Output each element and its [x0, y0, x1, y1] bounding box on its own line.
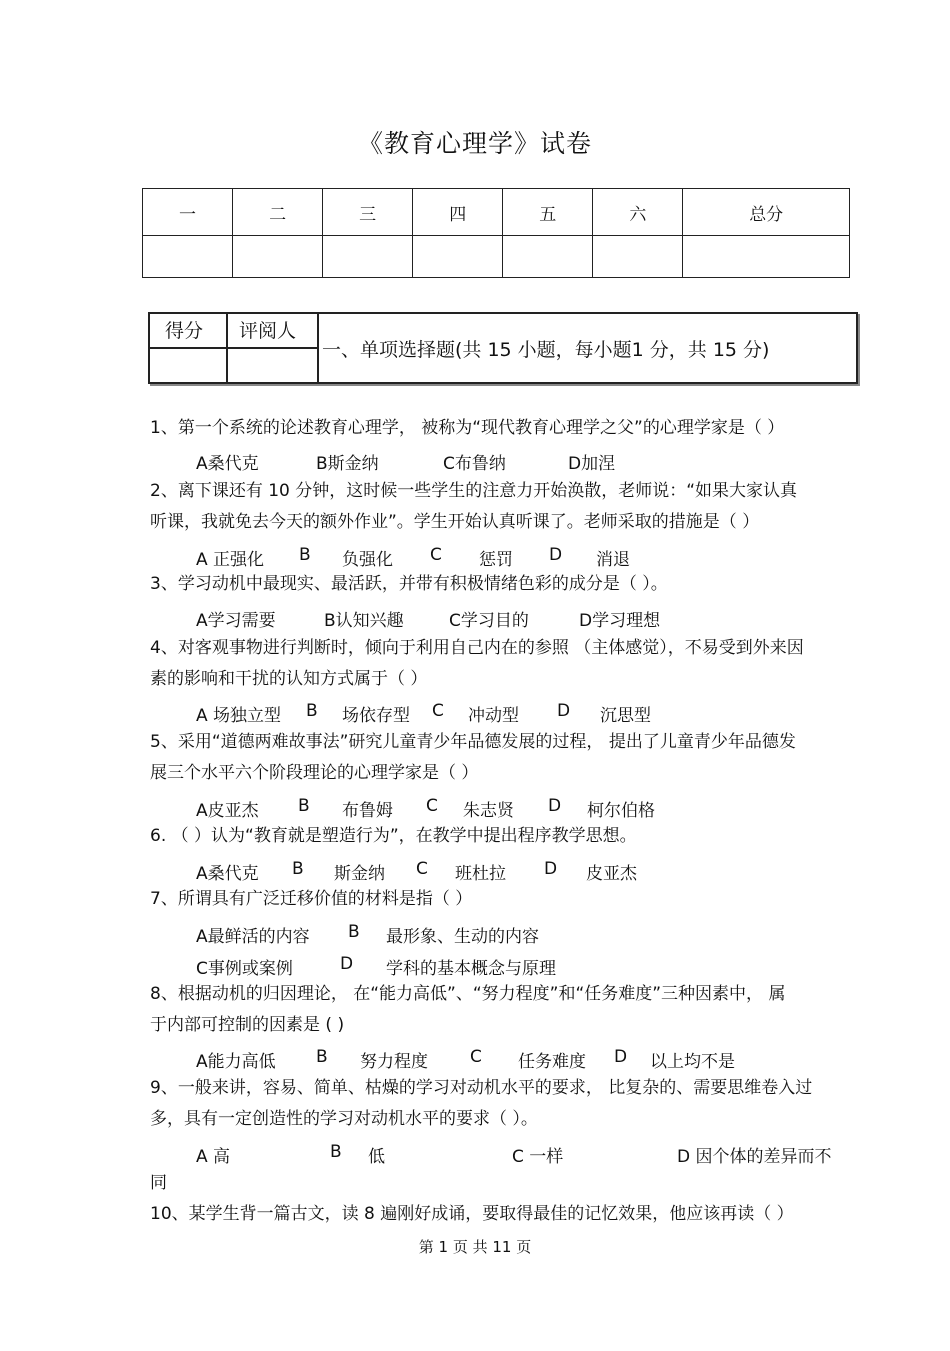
score-header-6: 六	[593, 189, 683, 236]
option: A 正强化	[196, 550, 265, 570]
option: 负强化	[342, 550, 393, 570]
score-header-1: 一	[143, 189, 233, 236]
score-cell	[323, 236, 413, 278]
question-3: 3、学习动机中最现实、最活跃，并带有积极情绪色彩的成分是（ ）。	[150, 574, 668, 594]
option: 冲动型	[468, 706, 519, 726]
option: 斯金纳	[334, 864, 385, 884]
reviewer-label: 评阅人	[239, 320, 297, 342]
option: D学习理想	[579, 611, 661, 631]
score-header-2: 二	[233, 189, 323, 236]
option: A皮亚杰	[196, 801, 259, 821]
option: A 场独立型	[196, 706, 282, 726]
option: A桑代克	[196, 864, 259, 884]
option-letter: C	[430, 545, 442, 565]
option-letter: B	[330, 1142, 342, 1162]
section-title: 一、单项选择题(共 15 小题，每小题1 分，共 15 分)	[322, 339, 770, 361]
question-6: 6. （ ）认为“教育就是塑造行为”，在教学中提出程序教学思想。	[150, 826, 637, 846]
option: 消退	[596, 550, 630, 570]
score-table	[142, 188, 850, 278]
score-cell	[593, 236, 683, 278]
option: C布鲁纳	[443, 454, 506, 474]
option-letter: C	[426, 796, 438, 816]
option: A学习需要	[196, 611, 276, 631]
question-4-line-1: 4、对客观事物进行判断时，倾向于利用自己内在的参照 （主体感觉），不易受到外来因	[150, 638, 804, 658]
option-letter: D	[614, 1047, 628, 1067]
score-header-5: 五	[503, 189, 593, 236]
question-2-line-2: 听课，我就免去今天的额外作业”。学生开始认真听课了。老师采取的措施是（ ）	[150, 512, 760, 532]
option-letter: D	[549, 545, 563, 565]
exam-title: 《教育心理学》试卷	[357, 129, 592, 158]
option: 皮亚杰	[586, 864, 637, 884]
question-7: 7、所谓具有广泛迁移价值的材料是指（ ）	[150, 889, 473, 909]
option-letter: C	[416, 859, 428, 879]
option: A能力高低	[196, 1052, 276, 1072]
option: B认知兴趣	[324, 611, 404, 631]
question-1: 1、第一个系统的论述教育心理学， 被称为“现代教育心理学之父”的心理学家是（ ）	[150, 418, 785, 438]
option-letter: C	[470, 1047, 482, 1067]
option: 惩罚	[479, 550, 513, 570]
score-cell	[143, 236, 233, 278]
option: C 一样	[512, 1147, 564, 1167]
option: 场依存型	[342, 706, 410, 726]
score-cell	[413, 236, 503, 278]
grader-divider	[150, 347, 319, 349]
question-10: 10、某学生背一篇古文，读 8 遍刚好成诵，要取得最佳的记忆效果，他应该再读（ ）	[150, 1204, 794, 1224]
option: 朱志贤	[463, 801, 514, 821]
score-header-4: 四	[413, 189, 503, 236]
option: 布鲁姆	[342, 801, 393, 821]
option: A 高	[196, 1147, 231, 1167]
option: 以上均不是	[650, 1052, 735, 1072]
option-letter: D	[557, 701, 571, 721]
question-8-line-2: 于内部可控制的因素是 ( )	[150, 1015, 345, 1035]
score-label: 得分	[165, 320, 204, 342]
option: 学科的基本概念与原理	[386, 959, 556, 979]
option: C事例或案例	[196, 959, 293, 979]
score-cell	[683, 236, 850, 278]
page-footer: 第 1 页 共 11 页	[418, 1238, 532, 1256]
question-5-line-2: 展三个水平六个阶段理论的心理学家是（ ）	[150, 763, 479, 783]
question-8-line-1: 8、根据动机的归因理论， 在“能力高低”、“努力程度”和“任务难度”三种因素中， 属	[150, 984, 786, 1004]
option: D加涅	[568, 454, 616, 474]
option: 任务难度	[518, 1052, 586, 1072]
score-cell	[233, 236, 323, 278]
option: 沉思型	[600, 706, 651, 726]
score-cell	[503, 236, 593, 278]
option-letter: D	[548, 796, 562, 816]
option: 最形象、生动的内容	[386, 927, 539, 947]
option: C学习目的	[449, 611, 529, 631]
question-2-line-1: 2、离下课还有 10 分钟，这时候一些学生的注意力开始涣散，老师说：“如果大家认真	[150, 481, 798, 501]
option: B斯金纳	[316, 454, 379, 474]
question-9-line-2: 多，具有一定创造性的学习对动机水平的要求（ ）。	[150, 1109, 538, 1129]
option: 班杜拉	[455, 864, 506, 884]
score-header-total: 总分	[683, 189, 850, 236]
question-5-line-1: 5、采用“道德两难故事法”研究儿童青少年品德发展的过程， 提出了儿童青少年品德发	[150, 732, 796, 752]
option: 努力程度	[360, 1052, 428, 1072]
option-letter: B	[292, 859, 304, 879]
option: A最鲜活的内容	[196, 927, 310, 947]
option: 柯尔伯格	[587, 801, 655, 821]
option-letter: B	[306, 701, 318, 721]
question-9-line-1: 9、一般来讲，容易、简单、枯燥的学习对动机水平的要求， 比复杂的、需要思维卷入过	[150, 1078, 813, 1098]
option: 低	[368, 1147, 385, 1167]
option-letter: D	[340, 954, 354, 974]
score-header-3: 三	[323, 189, 413, 236]
option: D 因个体的差异而不	[677, 1147, 832, 1167]
option: A桑代克	[196, 454, 259, 474]
option-letter: B	[299, 545, 311, 565]
option-letter: B	[316, 1047, 328, 1067]
question-4-line-2: 素的影响和干扰的认知方式属于（ ）	[150, 669, 428, 689]
question-9-wrap: 同	[150, 1173, 167, 1193]
option-letter: B	[298, 796, 310, 816]
option-letter: D	[544, 859, 558, 879]
option-letter: C	[432, 701, 444, 721]
grader-box	[148, 312, 858, 384]
option-letter: B	[348, 922, 360, 942]
